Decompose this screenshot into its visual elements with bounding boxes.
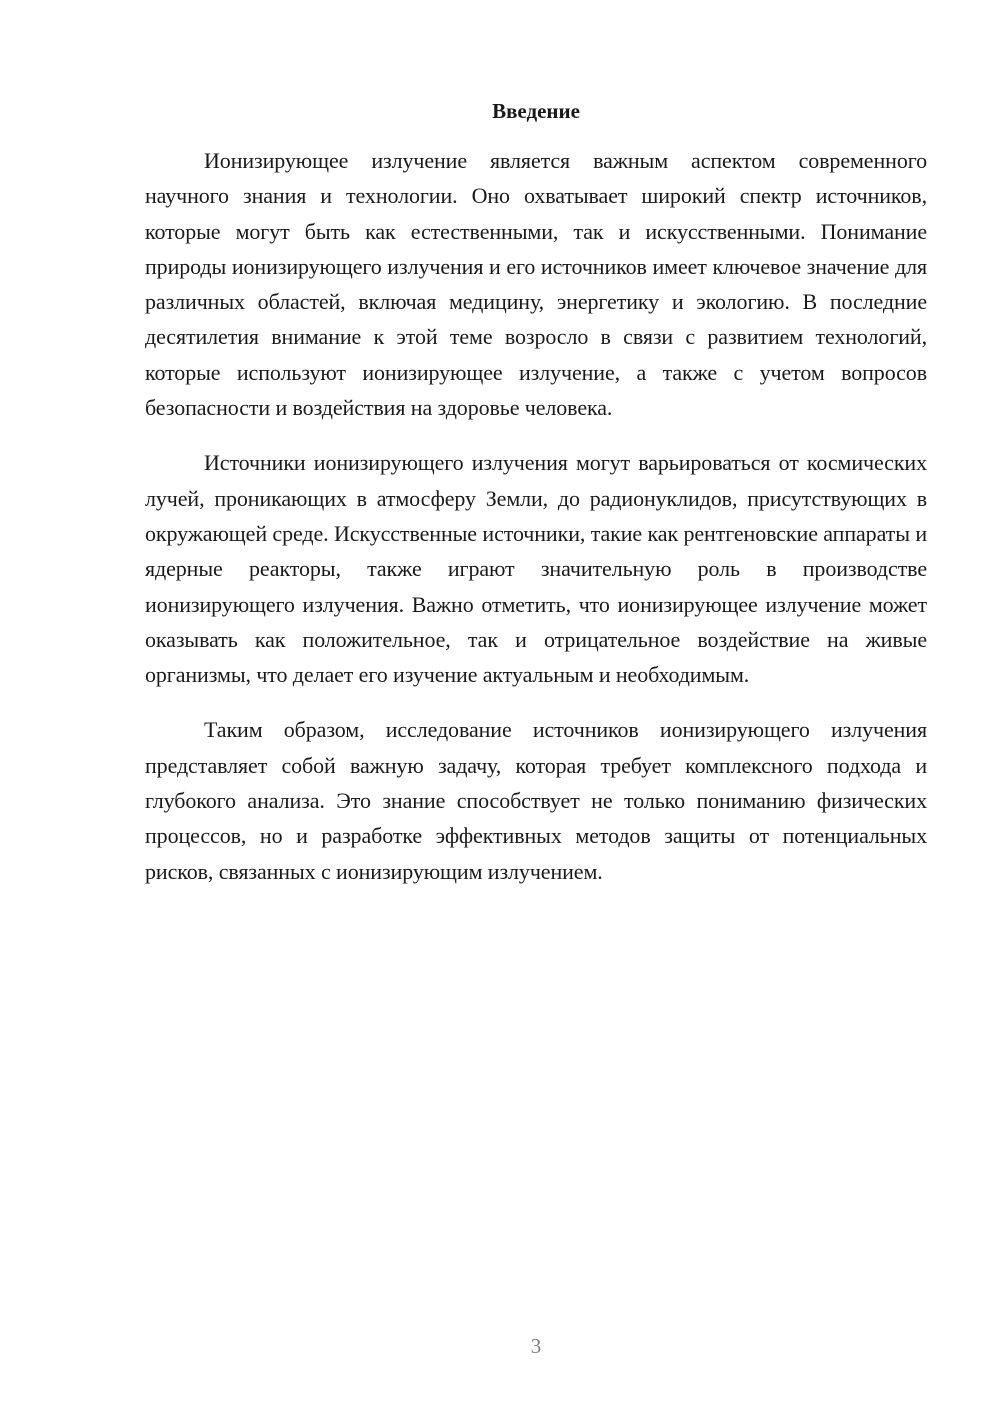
paragraph-1: Ионизирующее излучение является важным аспектом современного научного знания и технологии. Оно охватывает широкий спектр источников, которые могут быть как естественными, так и искусственными. Понимание природы ионизирующего излучения и его источников имеет ключевое значение для различных областей, включая медицину, энергетику и экологию. В последние десятилетия внимание к этой теме возросло в связи с развитием технологий, которые используют ионизирующее излучение, а также с учетом вопросов безопасности и воздействия на здоровье человека. [145,148,927,421]
page-number: 3 [530,1334,542,1358]
section-title: Введение [492,99,580,123]
paragraph-2: Источники ионизирующего излучения могут варьироваться от космических лучей, проникающих в атмосферу Земли, до радионуклидов, присутствующих в окружающей среде. Искусственные источники, такие как рентгеновские аппараты и ядерные реакторы, также играют значительную роль в производстве ионизирующего излучения. Важно отметить, что ионизирующее излучение может оказывать как положительное, так и отрицательное воздействие на живые организмы, что делает его изучение актуальным и необходимым. [145,450,927,688]
paragraph-3: Таким образом, исследование источников ионизирующего излучения представляет собой важную задачу, которая требует комплексного подхода и глубокого анализа. Это знание способствует не только пониманию физических процессов, но и разработке эффективных методов защиты от потенциальных рисков, связанных с ионизирующим излучением. [145,717,927,884]
body-text [145,143,927,909]
